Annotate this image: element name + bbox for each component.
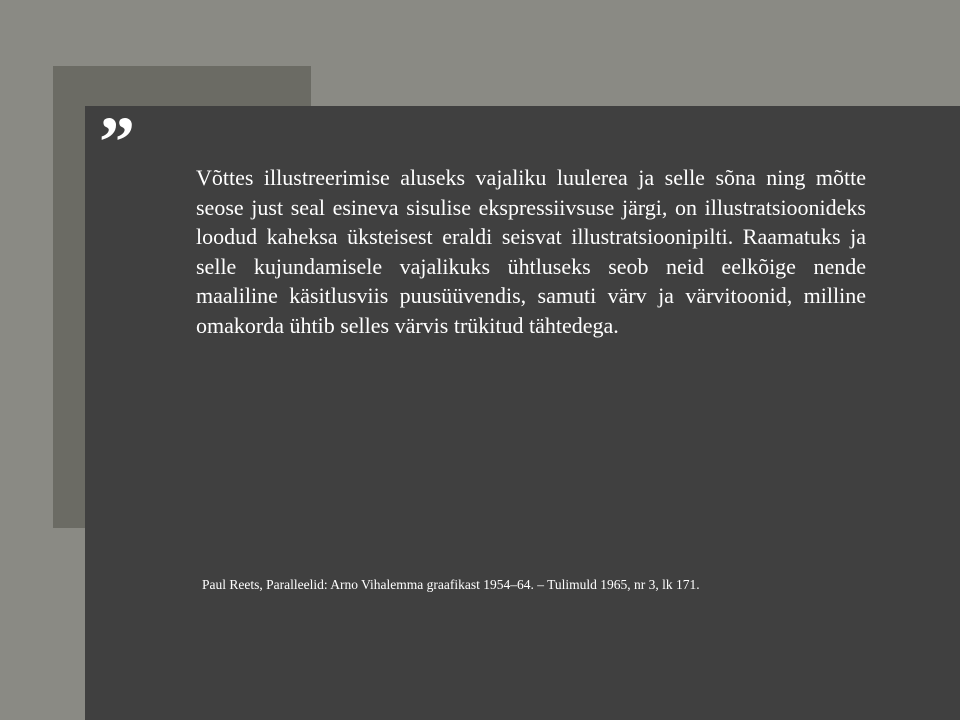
quotation-mark-icon: ” [99, 102, 135, 182]
quote-text: Võttes illustreerimise aluseks vajaliku luulerea ja selle sõna ning mõtte seose just seal esineva sisulise ekspressiivsuse järgi, on illustratsioonideks loodud kaheksa üksteisest eraldi seisvat illustratsioonipilti. Raamatuks ja selle kujundamisele vajalikuks ühtluseks seob neid eelkõige nende maaliline käsitlusviis puusüüvendis, samuti värv ja värvitoonid, milline omakorda ühtib selles värvis trükitud tähtedega. [196, 165, 866, 338]
citation: Paul Reets, Paralleelid: Arno Vihalemma graafikast 1954–64. – Tulimuld 1965, nr 3, lk 171. [202, 577, 700, 592]
